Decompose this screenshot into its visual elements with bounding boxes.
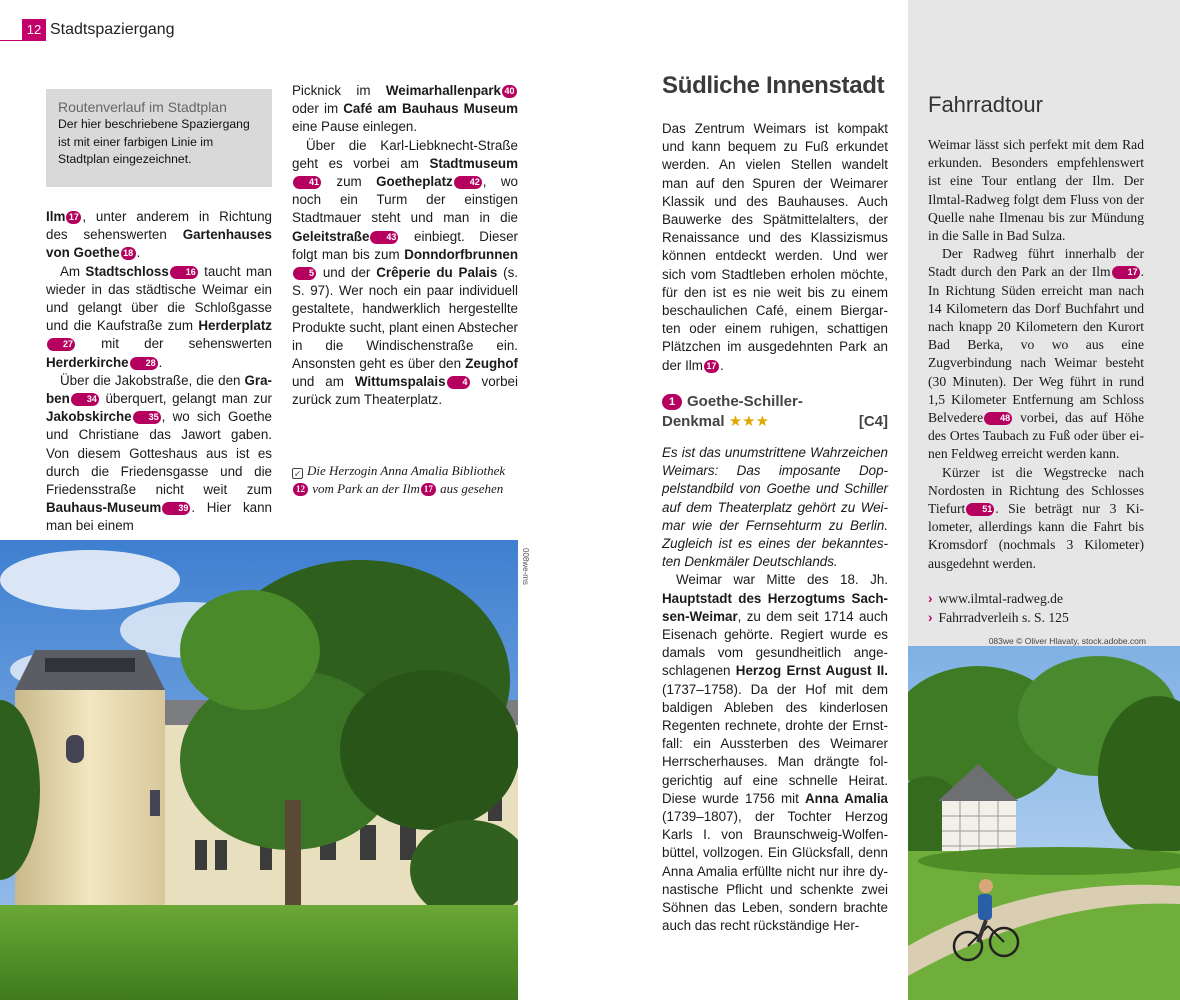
left-page-number: 12	[22, 19, 46, 41]
marker-4[interactable]: 4	[447, 376, 470, 389]
sidebar-title: Fahrradtour	[928, 92, 1043, 117]
marker-51[interactable]: 51	[966, 503, 994, 516]
marker-40[interactable]: 40	[502, 85, 517, 98]
poi-heading	[662, 392, 888, 432]
photo2-credit: 083we © Oliver Hlavaty, stock.adobe.com	[988, 636, 1146, 646]
marker-41[interactable]: 41	[293, 176, 321, 189]
middle-column-text: Picknick im Weimarhallenpark 40 oder im Café am Bauhaus Museum eine Pause einlegen. Über die Karl-Liebknecht-Straße geht es vorbei am Stadtmuseum41 zum Goetheplatz 42 , wo noch ein Turm der einstigen Stadtmauer steht und man in die Geleitstraße 43 einbiegt. Dieser folgt man bis zum Donndorfbrunnen5 und der Crêperie du Palais (s. S. 97). Wer noch ein paar individuell gestaltete, handwerklich hergestellte Produkte sucht, plant einen Abstecher in die Windischenstraße ein. Ansonsten geht es über den Zeughof und am Wittumspalais 4 vorbei zurück zum Theaterplatz.	[292, 83, 519, 408]
section-title: Südliche Innenstadt	[662, 72, 885, 99]
caption-text-3: aus gesehen	[440, 481, 504, 496]
photo-caption-icon: ↙	[292, 468, 303, 479]
marker-16[interactable]: 16	[170, 266, 198, 279]
section-intro-text: Das Zentrum Weimars ist kompakt und kann bequem zu Fuß erkundet werden. An vielen Stellen wandelt man auf den Spuren der Weimarer Klassik und des Bauhauses. Auch Bauwerke des Spätmittelalters, der Renaissance und des Klassizismus können entdeckt werden. Und wer sich vom Stadtleben erholen möchte, für den ist es nie weit bis zu einem beschaulichen Café, einem Biergarten oder einem ruhigen, schattigen Plätzchen im ausgedehnten Park an der Ilm 17 .	[662, 121, 888, 373]
photo-cyclist-drawing	[908, 646, 1180, 1000]
poi-text: Es ist das unumstrittene Wahrzeichen Weimars: Das imposante Doppelstandbild von Goethe und Schiller auf dem Theaterplatz gehört zu Weimar wie der Fernsehturm zu Berlin. Zugleich ist es eines der bekanntesten Denkmäler Deutschlands. Weimar war Mitte des 18. Jh. Hauptstadt des Herzogtums Sachsen-Weimar, zu dem seit 1714 auch Eisenach gehörte. Regiert wurde es damals vom gesundheitlich angeschlagenen Herzog Ernst August II. (1737–1758). Da der Hof mit dem baldigen Ableben des kinderlosen Regenten rechnete, drohte der Ernstfall: ein Aussterben des Weimarer Herrscherhauses. Man drängte folgerichtig auf eine schnelle Heirat. Diese wurde 1756 mit Anna Amalia (1739–1807), der Tochter Herzog Karls I. von Braunschweig-Wolfenbüttel, vollzogen. Ein Glücksfall, denn Anna Amalia erfüllte nicht nur ihre dynastische Pflicht und schenkte zwei Söhnen das Leben, sondern brachte auch das recht rückständige Her-	[662, 445, 888, 934]
photo-goethe-garden-cyclist	[908, 646, 1180, 1000]
link-ilmtal-radweg[interactable]	[928, 590, 1069, 609]
sidebar-links	[928, 590, 1069, 627]
poi-number[interactable]: 1	[662, 394, 682, 410]
photo-library-drawing	[0, 540, 518, 1000]
link-fahrradverleih-text: Fahrradverleih s. S. 125	[938, 609, 1069, 625]
caption-marker-17[interactable]: 17	[421, 483, 436, 496]
left-page-title: Stadtspaziergang	[50, 21, 175, 38]
caption-text-1: Die Herzogin Anna Amalia Bibliothek	[307, 463, 506, 478]
marker-39[interactable]: 39	[162, 502, 190, 515]
caption-text-2: vom Park an der Ilm	[312, 481, 420, 496]
marker-43[interactable]: 43	[370, 231, 398, 244]
marker-5[interactable]: 5	[293, 267, 316, 280]
sidebar-text: Weimar lässt sich perfekt mit dem Rad erkunden. Besonders empfehlenswert ist eine Tour entlang der Ilm. Der Ilmtal-Radweg folgt dem Fluss von der Quelle nahe Ilmenau bis zur Mündung in die Salle in Bad Sulza. Der Radweg führt innerhalb der Stadt durch den Park an der Ilm 17 . In Richtung Süden erreicht man nach 14 Kilometern das Dorf Buchfahrt und nach knapp 20 Kilometern den Kurort Bad Berka, vo wo aus eine Zugverbindung nach Weimar besteht (30 Minuten). Der Weg führt in rund 1,5 Kilometer Entfernung am Schloss Belvedere 48 vorbei, das auf Höhe des Ortes Taubach zu Fuß oder über einen Feldweg erreicht werden kann. Kürzer ist die Wegstrecke nach Nordosten in Richtung des Schlosses Tiefurt 51 . Sie beträgt nur 3 Kilometer, allerdings kann die Fahrt bis Kromsdorf (nochmals 3 Kilometer) ausgedehnt werden.	[928, 137, 1144, 571]
poi-stars: ★★★	[728, 413, 770, 430]
marker-12[interactable]: 12	[293, 483, 308, 496]
left-header-rule	[0, 40, 22, 41]
photo1-credit: 008we-ms	[521, 548, 530, 585]
arrow-icon: ›	[928, 609, 933, 625]
photo-caption	[292, 462, 518, 498]
link-ilmtal-text: www.ilmtal-radweg.de	[938, 591, 1063, 606]
poi-name-line1: Goethe-Schiller-	[687, 393, 803, 410]
marker-42[interactable]: 42	[454, 176, 482, 189]
marker-48[interactable]: 48	[984, 412, 1012, 425]
info-box-text: Der hier beschriebene Spaziergang ist mit einer farbigen Linie im Stadtplan eingezeichnet.	[58, 117, 250, 167]
marker-28[interactable]: 28	[130, 357, 158, 370]
marker-35[interactable]: 35	[133, 411, 161, 424]
arrow-icon: ›	[928, 591, 933, 606]
marker-18[interactable]: 18	[121, 247, 136, 260]
photo-anna-amalia-library	[0, 540, 518, 1000]
route-info-box	[46, 89, 272, 187]
sidebar-marker-17[interactable]: 17	[1112, 266, 1140, 279]
left-column-text: Ilm 17 , unter anderem in Richtung des sehenswerten Gartenhauses von Goethe 18 . Am Stadtschloss 16 taucht man wieder in das städtische Weimar ein und gelangt über die Schloßgasse und die Kaufstraße zum Herderplatz27 mit der sehenswerten Herderkirche 28 . Über die Jakobstraße, die den Graben 34 überquert, gelangt man zur Jakobskirche 35 , wo sich Goethe und Christiane das Jawort gaben. Von diesem Gotteshaus aus ist es durch die Friedensgasse und die Friedensstraße nicht weit zum Bauhaus-Museum 39 . Hier kann man bei einem	[46, 209, 272, 534]
marker-34[interactable]: 34	[71, 393, 99, 406]
section-marker-17[interactable]: 17	[704, 360, 719, 373]
link-fahrradverleih[interactable]	[928, 609, 1069, 628]
marker-27[interactable]: 27	[47, 338, 75, 351]
marker-17[interactable]: 17	[66, 211, 81, 224]
poi-grid-ref: [C4]	[858, 413, 888, 430]
info-box-title: Routenverlauf im Stadtplan	[58, 99, 227, 115]
poi-name-line2: Denkmal	[662, 413, 725, 430]
